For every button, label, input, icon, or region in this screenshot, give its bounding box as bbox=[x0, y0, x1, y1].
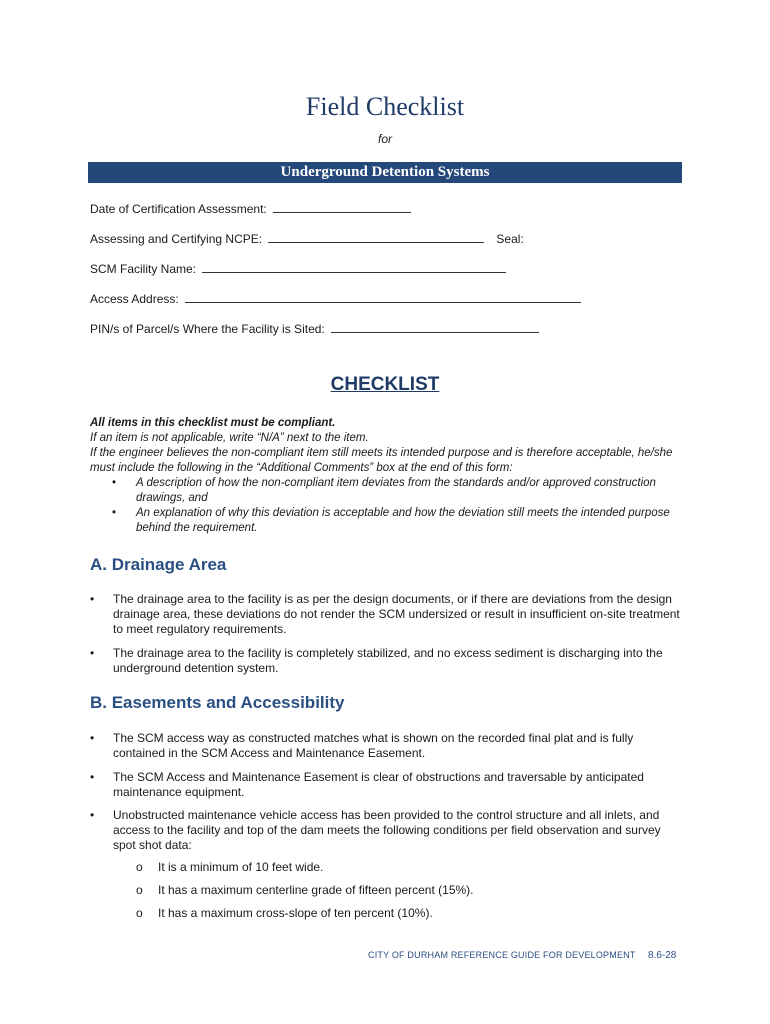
bullet-glyph: • bbox=[90, 646, 95, 660]
list-item: • A description of how the non-compliant item deviates from the standards and/or approved construction drawings, and bbox=[112, 477, 656, 504]
fill-line[interactable] bbox=[273, 201, 411, 213]
field-label: Date of Certification Assessment: bbox=[90, 202, 267, 216]
field-pin[interactable] bbox=[90, 321, 539, 336]
footer-reference: CITY OF DURHAM REFERENCE GUIDE FOR DEVELOPMENT bbox=[368, 950, 636, 960]
checklist-instructions bbox=[90, 416, 690, 536]
section-b-heading: B. Easements and Accessibility bbox=[90, 693, 345, 712]
fill-line[interactable] bbox=[268, 231, 484, 243]
field-label: SCM Facility Name: bbox=[90, 262, 197, 276]
seal-label: Seal: bbox=[496, 232, 524, 246]
field-ncpe[interactable] bbox=[90, 231, 524, 246]
checklist-heading: CHECKLIST bbox=[330, 374, 440, 395]
list-item: • The SCM access way as constructed matches what is shown on the recorded final plat and is fully contained in the SCM Access and Maintenance Easement. bbox=[90, 731, 634, 760]
instruction-na: If an item is not applicable, write “N/A” next to the item. bbox=[90, 432, 369, 444]
field-label: Access Address: bbox=[90, 292, 179, 306]
list-item: • An explanation of why this deviation is acceptable and how the deviation still meets the intended purpose behind the requirement. bbox=[112, 507, 670, 534]
fill-line[interactable] bbox=[202, 261, 506, 273]
bullet-glyph: • bbox=[90, 731, 95, 745]
bullet-glyph: • bbox=[112, 507, 117, 519]
instruction-compliant: All items in this checklist must be compliant. bbox=[90, 417, 336, 429]
field-label: PIN/s of Parcel/s Where the Facility is Sited: bbox=[90, 322, 325, 336]
sub-bullet-glyph: o bbox=[136, 906, 143, 920]
instruction-list bbox=[90, 476, 690, 536]
fill-line[interactable] bbox=[185, 291, 581, 303]
field-facility-name[interactable] bbox=[90, 261, 506, 276]
field-date-certification[interactable] bbox=[90, 201, 411, 216]
bullet-glyph: • bbox=[112, 477, 117, 489]
section-a-heading: A. Drainage Area bbox=[90, 555, 227, 574]
section-banner: Underground Detention Systems bbox=[88, 162, 682, 183]
list-item: • The drainage area to the facility is completely stabilized, and no excess sediment is discharging into the underground detention system. bbox=[90, 646, 663, 675]
bullet-glyph: • bbox=[90, 808, 95, 822]
page-number: 8.6-28 bbox=[648, 950, 677, 961]
sub-list-item: o It is a minimum of 10 feet wide. bbox=[136, 860, 324, 874]
sub-bullet-glyph: o bbox=[136, 883, 143, 897]
list-item: • The SCM Access and Maintenance Easement is clear of obstructions and traversable by anticipated maintenance equipment. bbox=[90, 770, 644, 799]
bullet-glyph: • bbox=[90, 592, 95, 606]
field-label: Assessing and Certifying NCPE: bbox=[90, 232, 263, 246]
page-subtitle: for bbox=[377, 132, 392, 146]
page-title: Field Checklist bbox=[305, 92, 465, 121]
field-access-address[interactable] bbox=[90, 291, 581, 306]
fill-line[interactable] bbox=[331, 321, 539, 333]
instruction-noncompliant: If the engineer believes the non-compliant item still meets its intended purpose and is therefore acceptable, he/she must include the following in the “Additional Comments” box at the end of this form: bbox=[90, 447, 673, 474]
sub-list-item: o It has a maximum cross-slope of ten percent (10%). bbox=[136, 906, 433, 920]
list-item: • The drainage area to the facility is as per the design documents, or if there are deviations from the design drainage area, these deviations do not render the SCM undersized or result in insufficient on-site treatment to meet regulatory requirements. bbox=[90, 592, 680, 636]
list-item: • Unobstructed maintenance vehicle access has been provided to the control structure and all inlets, and access to the facility and top of the dam meets the following conditions per field observation and survey spot shot data: bbox=[90, 808, 661, 852]
sub-bullet-glyph: o bbox=[136, 860, 143, 874]
sub-list-item: o It has a maximum centerline grade of fifteen percent (15%). bbox=[136, 883, 474, 897]
bullet-glyph: • bbox=[90, 770, 95, 784]
